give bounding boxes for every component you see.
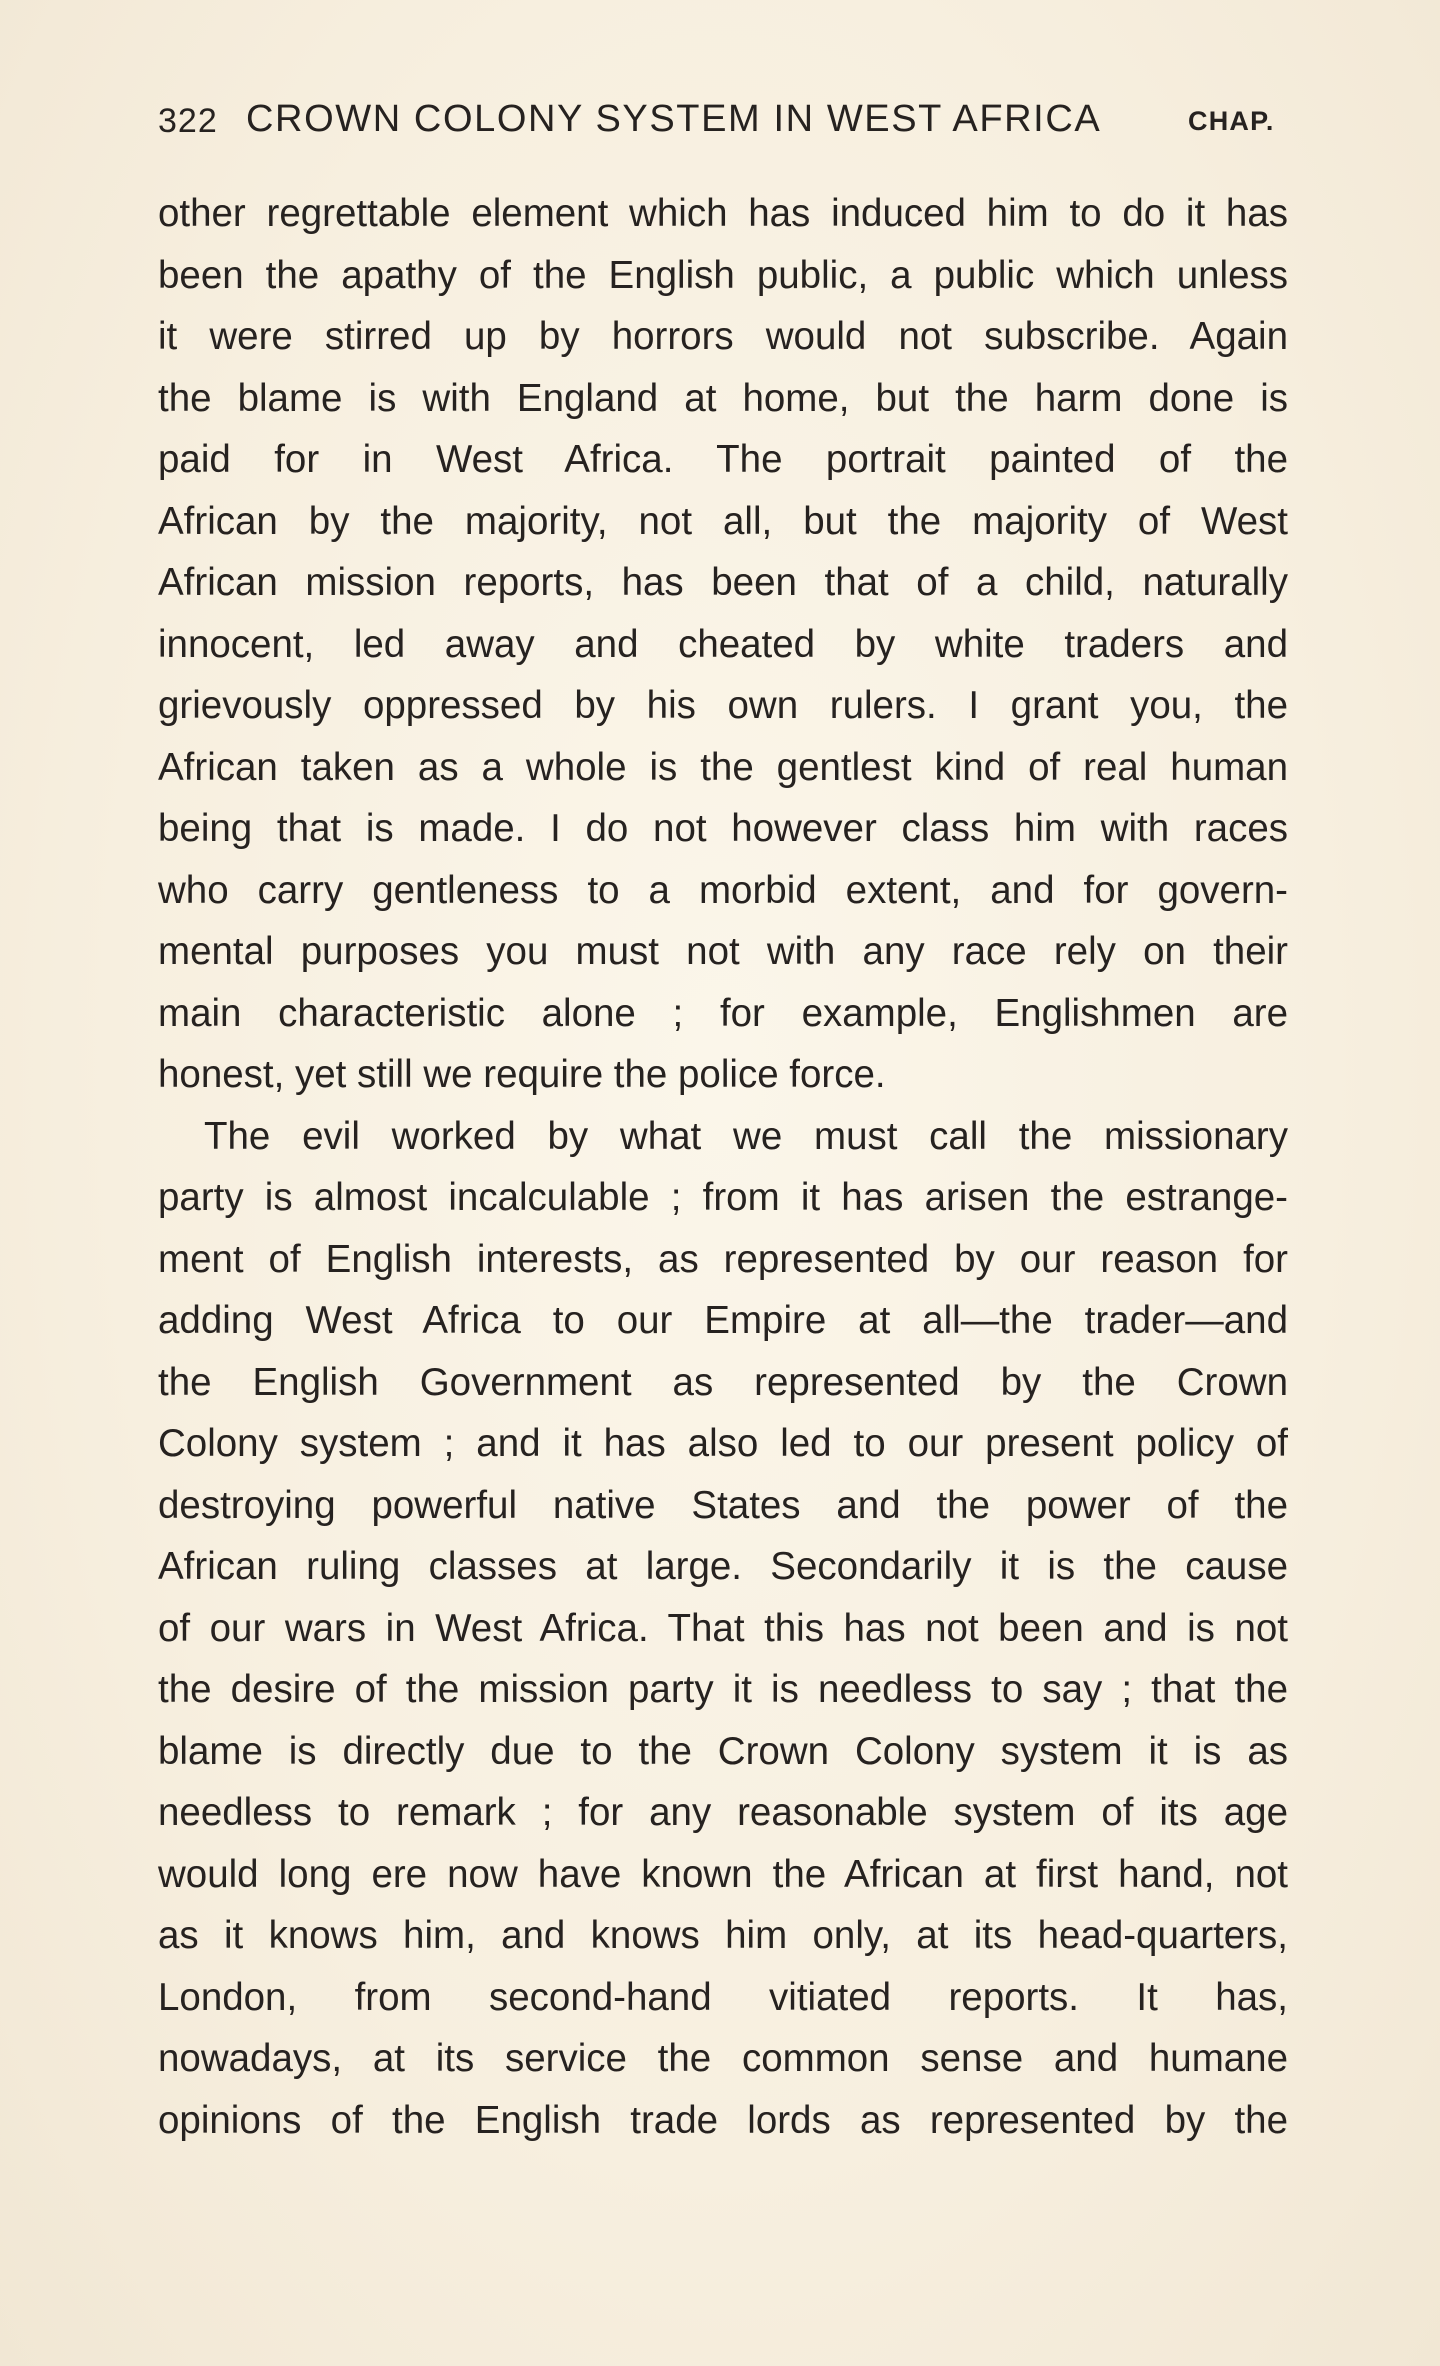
text-line: it were stirred up by horrors would not subscribe. Again <box>158 315 1288 358</box>
body-text <box>158 183 1288 2151</box>
text-line: who carry gentleness to a morbid extent, and for govern- <box>158 868 1288 912</box>
text-line: ment of English interests, as represented by our reason for <box>158 1237 1288 1281</box>
text-line: blame is directly due to the Crown Colony system it is as <box>158 1729 1288 1773</box>
text-line: nowadays, at its service the common sense and humane <box>158 2037 1288 2080</box>
text-line: as it knows him, and knows him only, at its head-quarters, <box>158 1914 1288 1957</box>
text-line: mental purposes you must not with any race rely on their <box>158 930 1288 973</box>
text-line: The evil worked by what we must call the missionary <box>204 1114 1288 1158</box>
page-number: 322 <box>158 102 218 140</box>
text-line: African by the majority, not all, but the majority of West <box>158 499 1288 543</box>
text-line: the blame is with England at home, but the harm done is <box>158 376 1288 420</box>
text-line: would long ere now have known the African at first hand, not <box>158 1852 1288 1896</box>
text-line: opinions of the English trade lords as represented by the <box>158 2098 1288 2142</box>
running-title: CROWN COLONY SYSTEM IN WEST AFRICA <box>246 98 1102 140</box>
page-header <box>158 94 1298 144</box>
text-line: African taken as a whole is the gentlest kind of real human <box>158 745 1288 789</box>
chapter-label: CHAP. <box>1188 106 1275 136</box>
text-line: grievously oppressed by his own rulers. I grant you, the <box>158 684 1288 727</box>
text-line: been the apathy of the English public, a public which unless <box>158 253 1288 297</box>
text-line: needless to remark ; for any reasonable system of its age <box>158 1791 1288 1834</box>
text-line: London, from second-hand vitiated reports. It has, <box>158 1975 1288 2019</box>
text-line: other regrettable element which has induced him to do it has <box>158 192 1288 235</box>
text-line: the desire of the mission party it is needless to say ; that the <box>158 1668 1288 1711</box>
text-line: main characteristic alone ; for example, Englishmen are <box>158 991 1288 1035</box>
text-line: paid for in West Africa. The portrait painted of the <box>158 438 1288 481</box>
text-line: party is almost incalculable ; from it has arisen the estrange- <box>158 1176 1288 1219</box>
text-line: destroying powerful native States and the power of the <box>158 1483 1288 1527</box>
text-line: adding West Africa to our Empire at all—the trader—and <box>158 1299 1288 1342</box>
text-line: being that is made. I do not however class him with races <box>158 807 1288 850</box>
text-line: innocent, led away and cheated by white traders and <box>158 622 1288 666</box>
text-line: the English Government as represented by the Crown <box>158 1360 1288 1404</box>
text-line: African ruling classes at large. Secondarily it is the cause <box>158 1545 1288 1588</box>
text-line: African mission reports, has been that of a child, naturally <box>158 561 1288 604</box>
text-line: of our wars in West Africa. That this has not been and is not <box>158 1606 1288 1650</box>
text-line: honest, yet still we require the police force. <box>158 1053 886 1096</box>
text-line: Colony system ; and it has also led to our present policy of <box>158 1422 1288 1465</box>
